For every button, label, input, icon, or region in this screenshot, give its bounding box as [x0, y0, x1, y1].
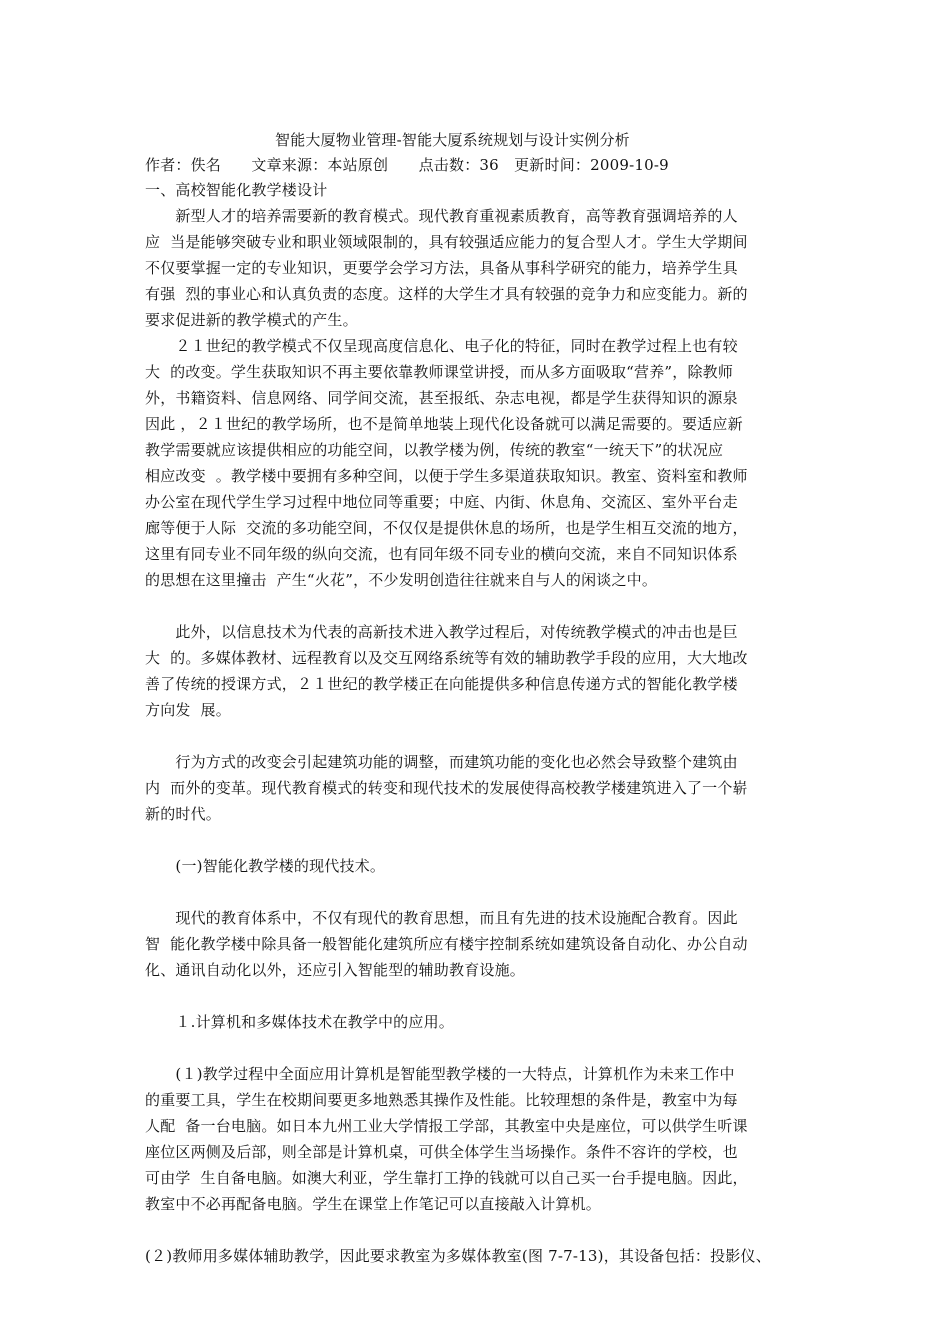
- paragraph-line: 应 当是能够突破专业和职业领域限制的，具有较强适应能力的复合型人才。学生大学期间: [145, 233, 748, 251]
- paragraph-line: 大 的改变。学生获取知识不再主要依靠教师课堂讲授，而从多方面吸取“营养”，除教师: [145, 363, 734, 381]
- paragraph-line: 人配 备一台电脑。如日本九州工业大学情报工学部，其教室中央是座位，可以供学生听课: [145, 1117, 748, 1135]
- paragraph-line: 相应改变 。教学楼中要拥有多种空间，以便于学生多渠道获取知识。教室、资料室和教师: [145, 467, 748, 485]
- section-heading: 一、高校智能化教学楼设计: [145, 181, 328, 199]
- paragraph-line: 此外，以信息技术为代表的高新技术进入教学过程后，对传统教学模式的冲击也是巨: [145, 623, 738, 641]
- document-meta: 作者：佚名 文章来源：本站原创 点击数：36 更新时间：2009-10-9: [145, 156, 669, 174]
- document-title: 智能大厦物业管理-智能大厦系统规划与设计实例分析: [275, 131, 630, 149]
- paragraph-line: 廊等便于人际 交流的多功能空间，不仅仅是提供休息的场所，也是学生相互交流的地方，: [145, 519, 748, 537]
- paragraph-line: 因此 ，２１世纪的教学场所，也不是简单地装上现代化设备就可以满足需要的。要适应新: [145, 415, 743, 433]
- paragraph-line: 不仅要掌握一定的专业知识，更要学会学习方法，具备从事科学研究的能力，培养学生具: [145, 259, 738, 277]
- numbered-heading: １.计算机和多媒体技术在教学中的应用。: [145, 1013, 454, 1031]
- paragraph-line: 新的时代。: [145, 805, 222, 823]
- paragraph-line: 智 能化教学楼中除具备一般智能化建筑所应有楼宇控制系统如建筑设备自动化、办公自动: [145, 935, 748, 953]
- paragraph-line: 可由学 生自备电脑。如澳大利亚，学生靠打工挣的钱就可以自己买一台手提电脑。因此，: [145, 1169, 748, 1187]
- paragraph-line: (１)教学过程中全面应用计算机是智能型教学楼的一大特点，计算机作为未来工作中: [145, 1065, 735, 1083]
- paragraph-line: 的思想在这里撞击 产生“火花”，不少发明创造往往就来自与人的闲谈之中。: [145, 571, 658, 589]
- paragraph-line: 外，书籍资料、信息网络、同学间交流，甚至报纸、杂志电视，都是学生获得知识的源泉: [145, 389, 738, 407]
- paragraph-line: 的重要工具，学生在校期间要更多地熟悉其操作及性能。比较理想的条件是，教室中为每: [145, 1091, 738, 1109]
- subsection-heading: (一)智能化教学楼的现代技术。: [145, 857, 386, 875]
- paragraph-line: 座位区两侧及后部，则全部是计算机桌，可供全体学生当场操作。条件不容许的学校，也: [145, 1143, 738, 1161]
- paragraph-line: 化、通讯自动化以外，还应引入智能型的辅助教育设施。: [145, 961, 526, 979]
- paragraph-line: 方向发 展。: [145, 701, 231, 719]
- paragraph-line: 现代的教育体系中，不仅有现代的教育思想，而且有先进的技术设施配合教育。因此: [145, 909, 738, 927]
- paragraph-line: 行为方式的改变会引起建筑功能的调整，而建筑功能的变化也必然会导致整个建筑由: [145, 753, 738, 771]
- paragraph-line: 有强 烈的事业心和认真负责的态度。这样的大学生才具有较强的竞争力和应变能力。新的: [145, 285, 748, 303]
- paragraph-line: 教学需要就应该提供相应的功能空间，以教学楼为例，传统的教室“一统天下”的状况应: [145, 441, 724, 459]
- paragraph-line: 办公室在现代学生学习过程中地位同等重要；中庭、内街、休息角、交流区、室外平台走: [145, 493, 738, 511]
- paragraph-line: 内 而外的变革。现代教育模式的转变和现代技术的发展使得高校教学楼建筑进入了一个崭: [145, 779, 748, 797]
- paragraph-line: ２１世纪的教学模式不仅呈现高度信息化、电子化的特征，同时在教学过程上也有较: [145, 337, 738, 355]
- paragraph-line: 大 的。多媒体教材、远程教育以及交互网络系统等有效的辅助教学手段的应用，大大地改: [145, 649, 748, 667]
- paragraph-line: (２)教师用多媒体辅助教学，因此要求教室为多媒体教室(图 7-7-13)，其设备包括：投影仪、: [145, 1247, 771, 1265]
- paragraph-line: 要求促进新的教学模式的产生。: [145, 311, 358, 329]
- paragraph-line: 教室中不必再配备电脑。学生在课堂上作笔记可以直接敲入计算机。: [145, 1195, 602, 1213]
- paragraph-line: 新型人才的培养需要新的教育模式。现代教育重视素质教育，高等教育强调培养的人: [145, 207, 738, 225]
- paragraph-line: 这里有同专业不同年级的纵向交流，也有同年级不同专业的横向交流，来自不同知识体系: [145, 545, 738, 563]
- paragraph-line: 善了传统的授课方式，２１世纪的教学楼正在向能提供多种信息传递方式的智能化教学楼: [145, 675, 738, 693]
